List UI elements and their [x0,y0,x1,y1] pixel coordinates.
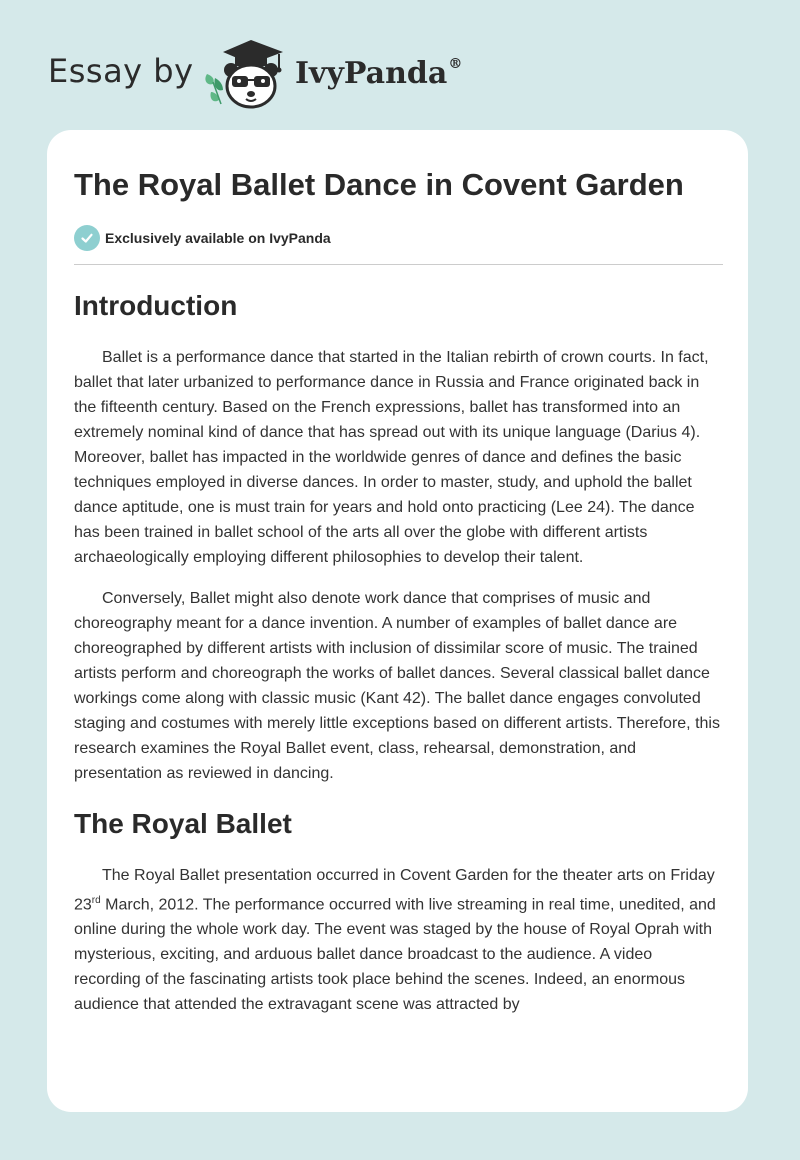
paragraph: The Royal Ballet presentation occurred in Covent Garden for the theater arts on Friday 23rd March, 2012. The performance occurred with live streaming in real time, unedited, and online during the whole work day. The event was staged by the house of Royal Oprah with mysterious, exciting, and arduous ballet dance broadcast to the audience. A video recording of the fascinating artists took place behind the scenes. Indeed, an enormous audience that attended the extravagant scene was attracted by [74,867,716,1014]
exclusive-badge-label: Exclusively available on IvyPanda [105,230,331,246]
brand-name[interactable]: IvyPanda® [295,56,463,91]
section-heading-royal-ballet: The Royal Ballet [74,808,292,839]
divider [74,264,723,265]
panda-logo-icon[interactable] [201,34,291,110]
ivy-leaf-icon [205,74,223,104]
essay-card [47,130,748,1112]
ordinal-suffix: rd [91,895,101,906]
essay-by-label: Essay by [48,52,194,90]
check-icon [74,225,100,251]
registered-mark: ® [448,56,463,72]
essay-content [74,164,723,1017]
paragraph: Conversely, Ballet might also denote work dance that comprises of music and choreography meant for a dance invention. A number of examples of ballet dance are choreographed by different artists with inclusion of dissimilar score of music. The trained artists perform and choreograph the works of ballet dances. Several classical ballet dance workings come along with classic music (Kant 42). The ballet dance engages convoluted staging and costumes with merely little exceptions based on different artists. Therefore, this research examines the Royal Ballet event, class, rehearsal, demonstration, and presentation as reviewed in dancing. [74,590,720,782]
paragraph: Ballet is a performance dance that started in the Italian rebirth of crown courts. In fact, ballet that later urbanized to performance dance in Russia and France originated back in the fifteenth century. Based on the French expressions, ballet has transformed into an extremely nominal kind of dance that has spread out with its unique language (Darius 4). Moreover, ballet has impacted in the worldwide genres of dance and defines the basic techniques employed in diverse dances. In order to master, study, and uphold the ballet dance aptitude, one is must train for years and hold onto practicing (Lee 24). The dance has been trained in ballet school of the arts all over the globe with different artists archaeologically employing different philosophies to develop their talent. [74,349,709,566]
site-header [48,34,548,110]
section-heading-introduction: Introduction [74,290,238,321]
page-title: The Royal Ballet Dance in Covent Garden [74,167,684,202]
exclusive-badge [74,225,723,251]
